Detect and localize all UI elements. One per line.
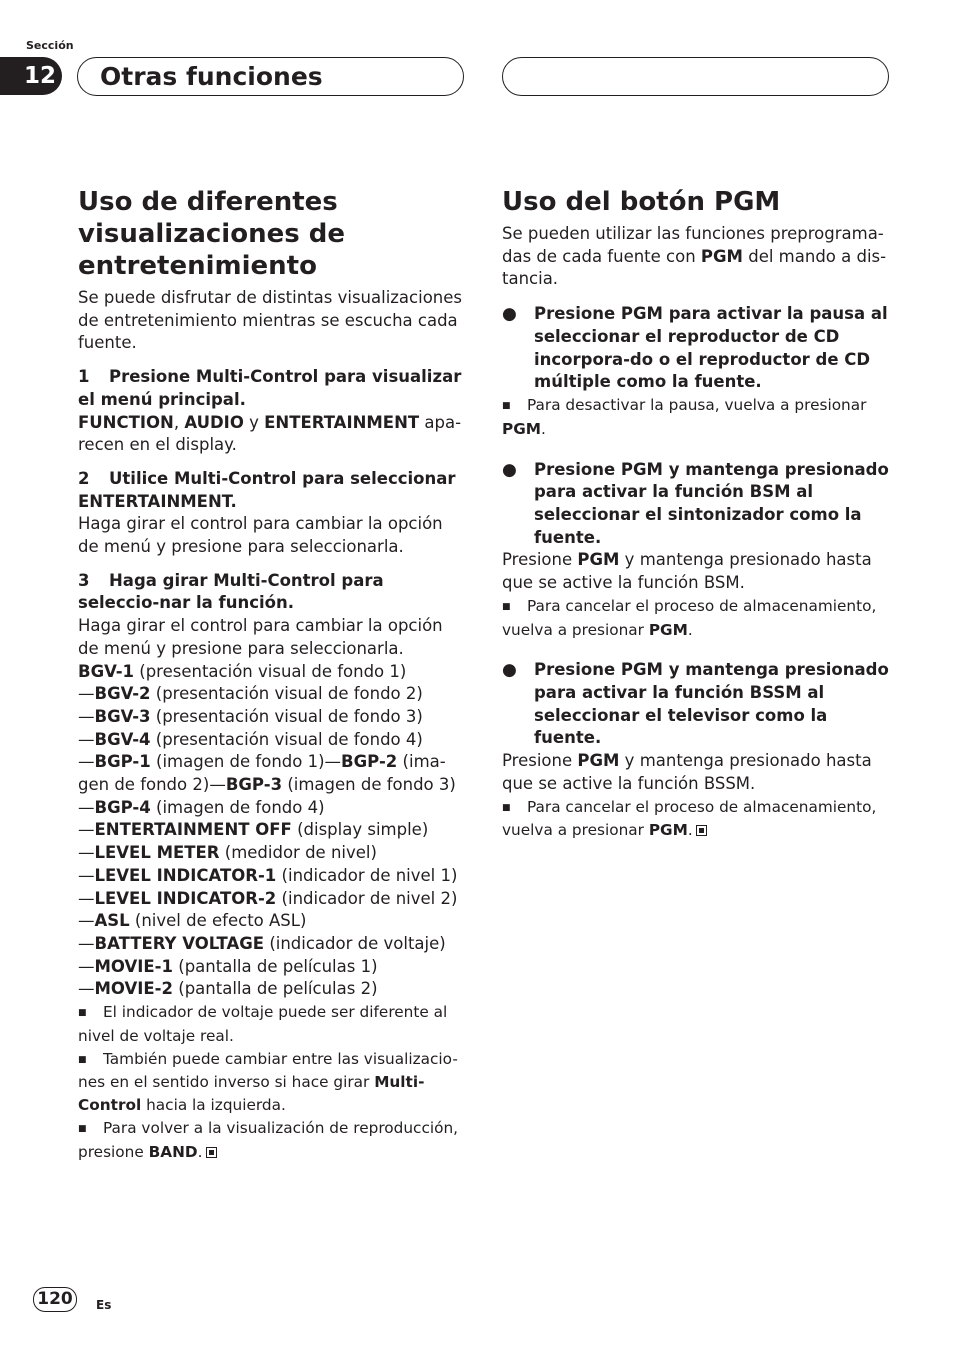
option-item: —ASL (nivel de efecto ASL) — [78, 911, 307, 931]
left-section-title: Uso de diferentes visualizaciones de entretenimiento — [78, 187, 345, 281]
option-item: —BGP-2 (ima-gen de fondo 2) — [78, 752, 446, 795]
option-item: —ENTERTAINMENT OFF (display simple) — [78, 820, 429, 840]
bullet-dot-icon: ● — [502, 459, 517, 480]
pgm-item-3-body: Presione PGM y mantenga presionado hasta que se active la función BSSM. — [502, 751, 872, 793]
square-bullet-icon: ■ — [78, 1008, 87, 1019]
option-item: —MOVIE-1 (pantalla de películas 1) — [78, 956, 378, 976]
option-item: —BGP-4 (imagen de fondo 4) — [78, 797, 325, 817]
section-title: Otras funciones — [77, 57, 464, 96]
language-code: Es — [96, 1298, 112, 1312]
square-bullet-icon: ■ — [78, 1054, 87, 1065]
note-item: ■ También puede cambiar entre las visualizacio-nes en el sentido inverso si hace girar Multi-Control hacia la izquierda. — [78, 1049, 458, 1115]
pgm-item-2-body: Presione PGM y mantenga presionado hasta que se active la función BSM. — [502, 550, 872, 593]
square-bullet-icon: ■ — [502, 601, 511, 612]
step-3-text: Haga girar el control para cambiar la opción de menú y presione para seleccionarla. — [78, 616, 443, 658]
note-item: ■ El indicador de voltaje puede ser diferente al nivel de voltaje real. — [78, 1003, 448, 1045]
option-item: —BGV-4 (presentación visual de fondo 4) — [78, 729, 423, 749]
right-column — [502, 186, 890, 842]
options-list — [78, 661, 468, 1002]
pgm-item-2-note: ■ Para cancelar el proceso de almacenamiento, vuelva a presionar PGM. — [502, 596, 877, 639]
option-item: BGV-1 (presentación visual de fondo 1) — [78, 661, 407, 681]
option-item: —BGP-1 (imagen de fondo 1) — [78, 752, 325, 772]
option-item: —BGV-3 (presentación visual de fondo 3) — [78, 706, 423, 726]
bullet-dot-icon: ● — [502, 660, 517, 681]
bullet-dot-icon: ● — [502, 304, 517, 325]
end-mark-icon — [206, 1147, 217, 1158]
square-bullet-icon: ■ — [78, 1124, 87, 1135]
step-3-heading: 3 Haga girar Multi-Control para seleccio-nar la función. — [78, 570, 384, 613]
section-label: Sección — [26, 39, 74, 52]
option-item: —MOVIE-2 (pantalla de películas 2) — [78, 979, 378, 999]
option-item: —BATTERY VOLTAGE (indicador de voltaje) — [78, 933, 446, 953]
option-item: —LEVEL INDICATOR-1 (indicador de nivel 1) — [78, 865, 458, 885]
step-1-text: FUNCTION, AUDIO y ENTERTAINMENT apa-recen en el display. — [78, 412, 462, 455]
step-2-number: 2 — [78, 468, 90, 488]
step-3-number: 3 — [78, 570, 90, 590]
section-number-badge: 12 — [0, 57, 62, 95]
option-item: —BGV-2 (presentación visual de fondo 2) — [78, 684, 423, 704]
pgm-item-3-heading: ● Presione PGM y mantenga presionado para activar la función BSSM al seleccionar el televisor como la fuente. — [502, 660, 889, 748]
end-mark-icon — [696, 825, 707, 836]
note-item: ■ Para volver a la visualización de reproducción, presione BAND. — [78, 1119, 459, 1161]
right-intro: Se pueden utilizar las funciones preprograma-das de cada fuente con PGM del mando a dis-tancia. — [502, 224, 887, 289]
square-bullet-icon: ■ — [502, 400, 511, 411]
option-item: —LEVEL INDICATOR-2 (indicador de nivel 2) — [78, 888, 458, 908]
square-bullet-icon: ■ — [502, 802, 511, 813]
step-1-heading: 1 Presione Multi-Control para visualizar el menú principal. — [78, 367, 462, 409]
empty-header-frame — [502, 57, 889, 96]
pgm-item-3-note: ■ Para cancelar el proceso de almacenamiento, vuelva a presionar PGM. — [502, 797, 877, 840]
pgm-item-2-heading: ● Presione PGM y mantenga presionado para activar la función BSM al seleccionar el sintonizador como la fuente. — [502, 459, 889, 547]
step-2-heading: 2 Utilice Multi-Control para seleccionar ENTERTAINMENT. — [78, 468, 456, 511]
page-number: 120 — [33, 1287, 77, 1312]
left-column — [78, 186, 468, 1164]
step-1-number: 1 — [78, 367, 90, 387]
right-section-title: Uso del botón PGM — [502, 187, 781, 217]
pgm-item-1-note: ■ Para desactivar la pausa, vuelva a presionar PGM. — [502, 395, 867, 438]
pgm-item-1-heading: ● Presione PGM para activar la pausa al seleccionar el reproductor de CD incorpora-do o el reproductor de CD múltiple como la fuente. — [502, 304, 888, 392]
option-item: —LEVEL METER (medidor de nivel) — [78, 843, 377, 863]
left-intro: Se puede disfrutar de distintas visualizaciones de entretenimiento mientras se escucha cada fuente. — [78, 288, 463, 353]
step-2-text: Haga girar el control para cambiar la opción de menú y presione para seleccionarla. — [78, 514, 443, 557]
option-item: —BGP-3 (imagen de fondo 3) — [209, 775, 456, 795]
